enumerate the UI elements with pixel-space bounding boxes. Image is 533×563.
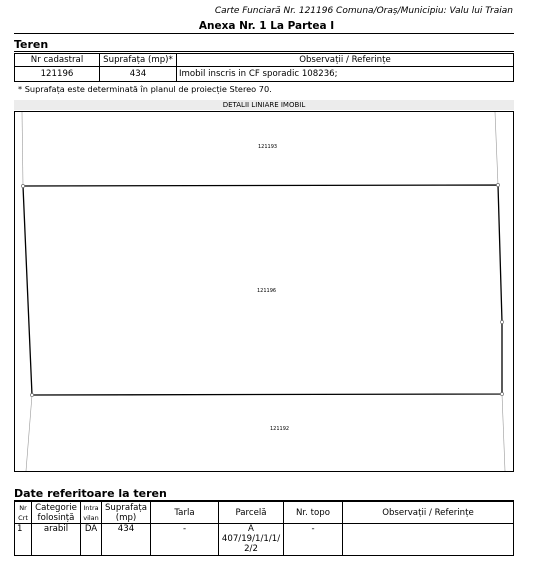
table-row: [15, 67, 514, 82]
anexa-title: Anexa Nr. 1 La Partea I: [198, 20, 335, 32]
boundary-vertex: [496, 183, 499, 186]
cell-observatii-referinte: [343, 524, 514, 556]
col-suprafata: Suprafața (mp)*: [100, 54, 177, 67]
col-tarla: Tarla: [151, 502, 219, 524]
col-intravilan: Intra vilan: [81, 502, 102, 524]
teren-table: [14, 53, 514, 82]
cell-nr-topo: -: [284, 524, 343, 556]
boundary-vertex: [500, 392, 503, 395]
cell-categorie: arabil: [32, 524, 81, 556]
col-observatii: Observații / Referințe: [177, 54, 514, 67]
neighbor-label-bottom: 121192: [270, 426, 290, 432]
teren-table-header: [15, 54, 514, 67]
teren-section-title: Teren: [14, 38, 49, 51]
col-parcela: Parcelă: [219, 502, 284, 524]
neighbor-label-top: 121193: [258, 144, 278, 150]
cell-nr-cadastral: 121196: [15, 67, 100, 82]
col-categorie: Categorie folosință: [32, 502, 81, 524]
boundary-vertex: [500, 320, 503, 323]
neighbor-boundary-left-top: [22, 112, 23, 186]
neighbor-boundary-left-bottom: [26, 395, 32, 471]
cell-nr-crt: 1: [15, 524, 32, 556]
cell-suprafata: 434: [100, 67, 177, 82]
suprafata-note: * Suprafața este determinată în planul de proiecție Stereo 70.: [18, 84, 272, 94]
col-observatii-referinte: Observații / Referințe: [343, 502, 514, 524]
date-table-header: [15, 502, 514, 524]
teren-divider: [14, 51, 514, 52]
boundary-vertex: [21, 184, 24, 187]
cell-parcela: A 407/19/1/1/1/ 2/2: [219, 524, 284, 556]
col-nr-cadastral: Nr cadastral: [15, 54, 100, 67]
table-row: [15, 524, 514, 556]
carte-funciara-header: Carte Funciară Nr. 121196 Comuna/Oraș/Municipiu: Valu lui Traian: [214, 6, 513, 16]
col-nr-topo: Nr. topo: [284, 502, 343, 524]
neighbor-boundary-right-top: [495, 112, 498, 185]
col-nr-crt: Nr Crt: [15, 502, 32, 524]
parcel-drawing: [14, 111, 514, 472]
cell-observatii: Imobil inscris in CF sporadic 108236;: [177, 67, 514, 82]
cell-suprafata-mp: 434: [102, 524, 151, 556]
col-suprafata-mp: Suprafața (mp): [102, 502, 151, 524]
neighbor-boundary-right-bottom: [502, 394, 505, 471]
header-divider: [14, 33, 514, 34]
cell-tarla: -: [151, 524, 219, 556]
date-teren-table: [14, 501, 514, 556]
date-section-title: Date referitoare la teren: [14, 487, 167, 500]
parcel-label: 121196: [257, 288, 277, 294]
cell-intravilan: DA: [81, 524, 102, 556]
detalii-liniare-title: DETALII LINIARE IMOBIL: [14, 100, 514, 110]
boundary-vertex: [30, 393, 33, 396]
